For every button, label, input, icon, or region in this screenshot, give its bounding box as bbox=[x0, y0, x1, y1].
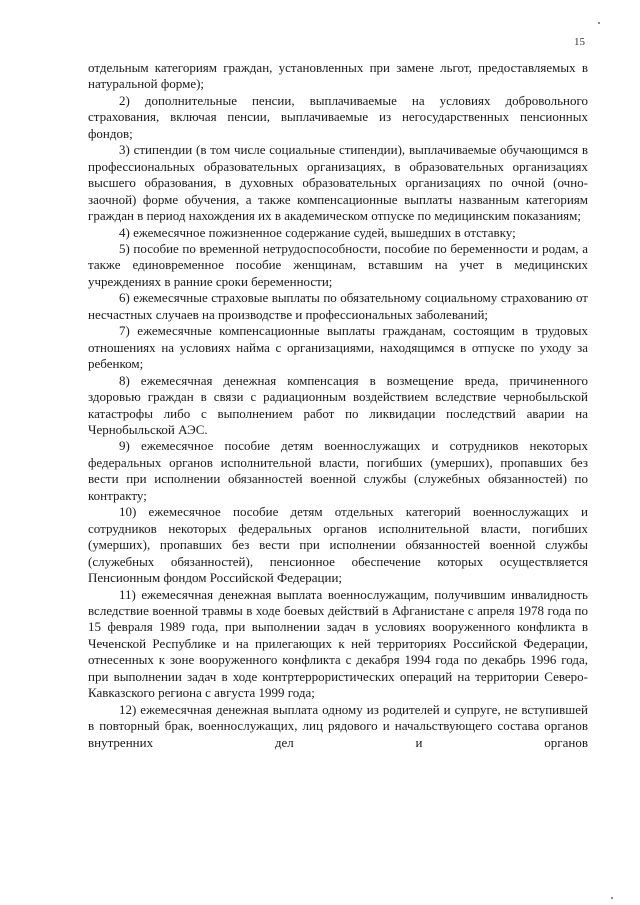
list-item-2: 2) дополнительные пенсии, выплачиваемые на условиях добровольного страхования, включая пенсии, выплачиваемые из негосударственных пенсионных фондов; bbox=[88, 92, 588, 141]
paragraph-continuation: отдельным категориям граждан, установленных при замене льгот, предоставляемых в натуральной форме); bbox=[88, 60, 588, 92]
list-item-12: 12) ежемесячная денежная выплата одному из родителей и супруге, не вступившей в повторный брак, военнослужащих, лиц рядового и начальствующего состава органов внутренних дел и органов bbox=[88, 701, 588, 750]
document-body bbox=[88, 60, 588, 751]
list-item-8: 8) ежемесячная денежная компенсация в возмещение вреда, причиненного здоровью граждан в связи с радиационным воздействием вследствие чернобыльской катастрофы либо с выполнением работ по ликвидации последствий аварии на Чернобыльской АЭС. bbox=[88, 372, 588, 437]
page-number: 15 bbox=[574, 36, 585, 48]
list-item-7: 7) ежемесячные компенсационные выплаты гражданам, состоящим в трудовых отношениях на условиях найма с организациями, находящимся в отпуске по уходу за ребенком; bbox=[88, 323, 588, 372]
list-item-10: 10) ежемесячное пособие детям отдельных категорий военнослужащих и сотрудников некоторых федеральных органов исполнительной власти, погибших (умерших), пропавших без вести при исполнении обязанностей военной службы (служебных обязанностей), пенсионное обеспечение которых осуществляется Пенсионным фондом Российской Федерации; bbox=[88, 504, 588, 586]
list-item-11: 11) ежемесячная денежная выплата военнослужащим, получившим инвалидность вследствие военной травмы в ходе боевых действий в Афганистане с апреля 1978 года по 15 февраля 1989 года, при выполнении задач в условиях вооруженного конфликта в Чеченской Республике и на прилегающих к ней территориях Российской Федерации, отнесенных к зоне вооруженного конфликта с декабря 1994 года по декабрь 1996 года, при выполнении задач в ходе контртеррористических операций на территории Северо-Кавказского региона с августа 1999 года; bbox=[88, 586, 588, 701]
list-item-3: 3) стипендии (в том числе социальные стипендии), выплачиваемые обучающимся в профессиональных образовательных организациях, в образовательных организациях высшего образования, в духовных образовательных организациях по очной (очно-заочной) форме обучения, а также компенсационные выплаты названным категориям граждан в период нахождения их в академическом отпуске по медицинским показаниям; bbox=[88, 142, 588, 224]
list-item-9: 9) ежемесячное пособие детям военнослужащих и сотрудников некоторых федеральных органов исполнительной власти, погибших (умерших), пропавших без вести при исполнении обязанностей военной службы (служебных обязанностей) по контракту; bbox=[88, 438, 588, 503]
scan-speck-top bbox=[598, 22, 600, 24]
list-item-6: 6) ежемесячные страховые выплаты по обязательному социальному страхованию от несчастных случаев на производстве и профессиональных заболеваний; bbox=[88, 290, 588, 322]
list-item-4: 4) ежемесячное пожизненное содержание судей, вышедших в отставку; bbox=[119, 224, 516, 240]
scan-speck-bottom bbox=[611, 897, 613, 899]
list-item-5: 5) пособие по временной нетрудоспособности, пособие по беременности и родам, а также единовременное пособие женщинам, вставшим на учет в медицинских учреждениях в ранние сроки беременности; bbox=[88, 240, 588, 289]
